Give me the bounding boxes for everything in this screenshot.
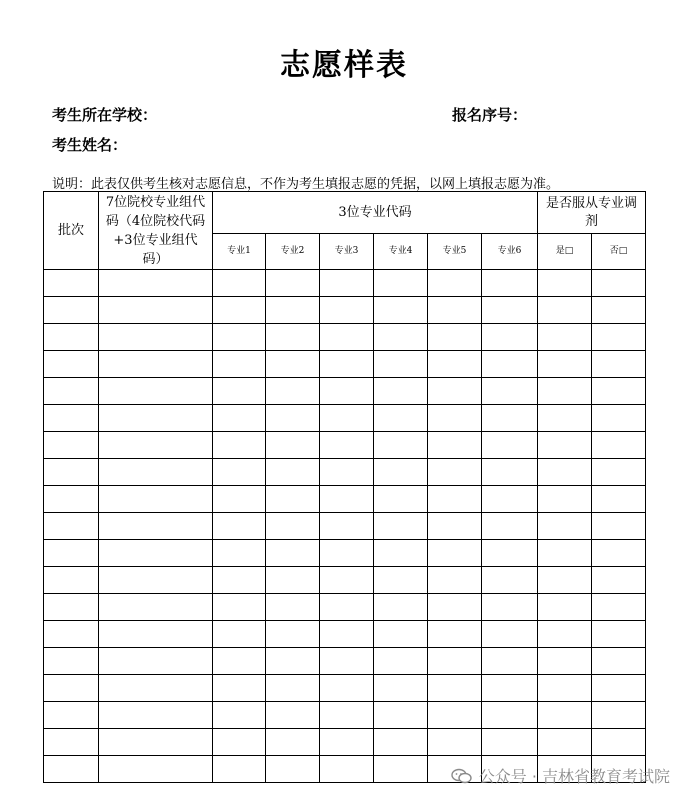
subheader-yes: 是□ bbox=[538, 234, 592, 270]
table-cell[interactable] bbox=[592, 729, 646, 756]
table-cell[interactable] bbox=[320, 405, 374, 432]
table-cell[interactable] bbox=[44, 567, 99, 594]
table-cell[interactable] bbox=[428, 675, 482, 702]
table-cell[interactable] bbox=[320, 297, 374, 324]
table-cell[interactable] bbox=[266, 297, 320, 324]
table-cell[interactable] bbox=[428, 540, 482, 567]
table-cell[interactable] bbox=[266, 675, 320, 702]
table-cell[interactable] bbox=[482, 729, 538, 756]
table-cell[interactable] bbox=[320, 621, 374, 648]
table-cell[interactable] bbox=[428, 270, 482, 297]
table-cell[interactable] bbox=[374, 270, 428, 297]
table-cell[interactable] bbox=[592, 405, 646, 432]
table-cell[interactable] bbox=[428, 594, 482, 621]
table-cell[interactable] bbox=[213, 567, 266, 594]
table-cell[interactable] bbox=[320, 594, 374, 621]
table-cell[interactable] bbox=[213, 324, 266, 351]
table-cell[interactable] bbox=[320, 756, 374, 783]
table-cell[interactable] bbox=[374, 540, 428, 567]
instructions-note: 说明：此表仅供考生核对志愿信息，不作为考生填报志愿的凭据，以网上填报志愿为准。 bbox=[52, 177, 560, 192]
table-cell[interactable] bbox=[538, 729, 592, 756]
table-cell[interactable] bbox=[44, 459, 99, 486]
table-row bbox=[44, 378, 646, 405]
subheader-major-4: 专业4 bbox=[374, 234, 428, 270]
table-cell[interactable] bbox=[44, 729, 99, 756]
table-cell[interactable] bbox=[320, 459, 374, 486]
table-cell[interactable] bbox=[538, 594, 592, 621]
table-cell[interactable] bbox=[482, 621, 538, 648]
subheader-major-2: 专业2 bbox=[266, 234, 320, 270]
table-cell[interactable] bbox=[44, 324, 99, 351]
table-cell[interactable] bbox=[592, 675, 646, 702]
table-cell[interactable] bbox=[374, 378, 428, 405]
table-cell[interactable] bbox=[213, 729, 266, 756]
table-cell[interactable] bbox=[44, 486, 99, 513]
table-cell[interactable] bbox=[592, 297, 646, 324]
table-cell[interactable] bbox=[428, 324, 482, 351]
table-cell[interactable] bbox=[592, 324, 646, 351]
table-cell[interactable] bbox=[592, 351, 646, 378]
table-cell[interactable] bbox=[320, 270, 374, 297]
table-cell[interactable] bbox=[374, 459, 428, 486]
table-cell[interactable] bbox=[374, 351, 428, 378]
table-cell[interactable] bbox=[266, 405, 320, 432]
table-cell[interactable] bbox=[538, 432, 592, 459]
table-cell[interactable] bbox=[99, 540, 213, 567]
table-cell[interactable] bbox=[320, 486, 374, 513]
table-cell[interactable] bbox=[374, 729, 428, 756]
table-row bbox=[44, 459, 646, 486]
table-cell[interactable] bbox=[320, 702, 374, 729]
table-cell[interactable] bbox=[44, 378, 99, 405]
table-cell[interactable] bbox=[538, 702, 592, 729]
table-cell[interactable] bbox=[99, 432, 213, 459]
table-cell[interactable] bbox=[44, 594, 99, 621]
table-cell[interactable] bbox=[44, 351, 99, 378]
table-cell[interactable] bbox=[428, 567, 482, 594]
table-cell[interactable] bbox=[538, 648, 592, 675]
table-cell[interactable] bbox=[428, 702, 482, 729]
table-cell[interactable] bbox=[428, 648, 482, 675]
table-cell[interactable] bbox=[428, 297, 482, 324]
table-cell[interactable] bbox=[592, 594, 646, 621]
table-cell[interactable] bbox=[592, 621, 646, 648]
application-form-table bbox=[43, 191, 646, 783]
table-cell[interactable] bbox=[428, 432, 482, 459]
table-cell[interactable] bbox=[428, 351, 482, 378]
table-row bbox=[44, 621, 646, 648]
table-cell[interactable] bbox=[374, 648, 428, 675]
table-cell[interactable] bbox=[592, 567, 646, 594]
table-cell[interactable] bbox=[320, 351, 374, 378]
table-cell[interactable] bbox=[320, 378, 374, 405]
table-cell[interactable] bbox=[428, 378, 482, 405]
table-cell[interactable] bbox=[44, 513, 99, 540]
table-cell[interactable] bbox=[320, 648, 374, 675]
wechat-icon bbox=[451, 768, 473, 784]
table-cell[interactable] bbox=[482, 675, 538, 702]
table-cell[interactable] bbox=[213, 405, 266, 432]
table-cell[interactable] bbox=[99, 297, 213, 324]
table-cell[interactable] bbox=[592, 513, 646, 540]
table-cell[interactable] bbox=[592, 648, 646, 675]
table-cell[interactable] bbox=[592, 432, 646, 459]
table-cell[interactable] bbox=[266, 729, 320, 756]
table-cell[interactable] bbox=[213, 486, 266, 513]
table-cell[interactable] bbox=[374, 513, 428, 540]
table-cell[interactable] bbox=[99, 270, 213, 297]
table-cell[interactable] bbox=[213, 756, 266, 783]
table-cell[interactable] bbox=[482, 432, 538, 459]
table-cell[interactable] bbox=[44, 621, 99, 648]
table-cell[interactable] bbox=[374, 756, 428, 783]
table-cell[interactable] bbox=[213, 297, 266, 324]
table-cell[interactable] bbox=[99, 405, 213, 432]
table-cell[interactable] bbox=[538, 297, 592, 324]
table-cell[interactable] bbox=[213, 540, 266, 567]
table-cell[interactable] bbox=[538, 378, 592, 405]
table-cell[interactable] bbox=[482, 513, 538, 540]
watermark bbox=[451, 764, 670, 787]
school-label: 考生所在学校： bbox=[52, 106, 158, 124]
table-cell[interactable] bbox=[266, 702, 320, 729]
table-row bbox=[44, 729, 646, 756]
table-cell[interactable] bbox=[482, 351, 538, 378]
table-cell[interactable] bbox=[266, 648, 320, 675]
table-row bbox=[44, 702, 646, 729]
table-cell[interactable] bbox=[99, 729, 213, 756]
table-cell[interactable] bbox=[266, 486, 320, 513]
table-cell[interactable] bbox=[482, 567, 538, 594]
table-cell[interactable] bbox=[44, 270, 99, 297]
table-row bbox=[44, 513, 646, 540]
student-name-label: 考生姓名： bbox=[52, 136, 128, 154]
table-cell[interactable] bbox=[213, 594, 266, 621]
table-cell[interactable] bbox=[374, 675, 428, 702]
table-cell[interactable] bbox=[213, 378, 266, 405]
table-cell[interactable] bbox=[44, 405, 99, 432]
header-batch: 批次 bbox=[44, 192, 99, 270]
table-cell[interactable] bbox=[266, 756, 320, 783]
table-row bbox=[44, 540, 646, 567]
table-cell[interactable] bbox=[213, 432, 266, 459]
table-cell[interactable] bbox=[44, 702, 99, 729]
table-cell[interactable] bbox=[213, 351, 266, 378]
header-major-code: 3位专业代码 bbox=[213, 192, 538, 234]
table-cell[interactable] bbox=[266, 270, 320, 297]
table-cell[interactable] bbox=[320, 675, 374, 702]
table-cell[interactable] bbox=[213, 621, 266, 648]
table-cell[interactable] bbox=[320, 540, 374, 567]
table-cell[interactable] bbox=[374, 297, 428, 324]
table-cell[interactable] bbox=[99, 675, 213, 702]
table-cell[interactable] bbox=[99, 513, 213, 540]
table-cell[interactable] bbox=[213, 702, 266, 729]
header-group-code: 7位院校专业组代码（4位院校代码+3位专业组代码） bbox=[99, 192, 213, 270]
table-row bbox=[44, 405, 646, 432]
table-cell[interactable] bbox=[99, 702, 213, 729]
table-cell[interactable] bbox=[428, 459, 482, 486]
table-cell[interactable] bbox=[482, 540, 538, 567]
table-cell[interactable] bbox=[320, 567, 374, 594]
table-cell[interactable] bbox=[538, 621, 592, 648]
watermark-text: 公众号 · 吉林省教育考试院 bbox=[478, 767, 670, 786]
table-cell[interactable] bbox=[266, 351, 320, 378]
table-row bbox=[44, 567, 646, 594]
table-cell[interactable] bbox=[538, 567, 592, 594]
table-row bbox=[44, 675, 646, 702]
table-cell[interactable] bbox=[592, 540, 646, 567]
table-cell[interactable] bbox=[482, 648, 538, 675]
table-cell[interactable] bbox=[99, 567, 213, 594]
table-cell[interactable] bbox=[320, 729, 374, 756]
table-cell[interactable] bbox=[374, 432, 428, 459]
subheader-no: 否□ bbox=[592, 234, 646, 270]
table-cell[interactable] bbox=[538, 459, 592, 486]
table-row bbox=[44, 648, 646, 675]
table-cell[interactable] bbox=[482, 297, 538, 324]
table-cell[interactable] bbox=[320, 513, 374, 540]
table-cell[interactable] bbox=[482, 486, 538, 513]
table-cell[interactable] bbox=[482, 324, 538, 351]
table-cell[interactable] bbox=[99, 351, 213, 378]
table-cell[interactable] bbox=[482, 405, 538, 432]
subheader-major-1: 专业1 bbox=[213, 234, 266, 270]
table-cell[interactable] bbox=[482, 270, 538, 297]
table-cell[interactable] bbox=[374, 702, 428, 729]
table-cell[interactable] bbox=[482, 594, 538, 621]
table-cell[interactable] bbox=[482, 459, 538, 486]
table-cell[interactable] bbox=[266, 432, 320, 459]
table-cell[interactable] bbox=[99, 756, 213, 783]
table-cell[interactable] bbox=[538, 270, 592, 297]
table-cell[interactable] bbox=[538, 513, 592, 540]
subheader-major-6: 专业6 bbox=[482, 234, 538, 270]
table-cell[interactable] bbox=[482, 378, 538, 405]
table-row bbox=[44, 297, 646, 324]
table-cell[interactable] bbox=[213, 513, 266, 540]
table-cell[interactable] bbox=[374, 567, 428, 594]
table-cell[interactable] bbox=[374, 621, 428, 648]
table-cell[interactable] bbox=[428, 486, 482, 513]
table-cell[interactable] bbox=[374, 324, 428, 351]
table-row bbox=[44, 270, 646, 297]
table-cell[interactable] bbox=[592, 378, 646, 405]
table-cell[interactable] bbox=[99, 648, 213, 675]
table-cell[interactable] bbox=[538, 351, 592, 378]
table-cell[interactable] bbox=[44, 297, 99, 324]
table-cell[interactable] bbox=[99, 459, 213, 486]
table-cell[interactable] bbox=[320, 432, 374, 459]
table-cell[interactable] bbox=[266, 513, 320, 540]
table-cell[interactable] bbox=[374, 405, 428, 432]
table-cell[interactable] bbox=[538, 486, 592, 513]
table-cell[interactable] bbox=[44, 540, 99, 567]
page-title: 志愿样表 bbox=[280, 48, 408, 83]
registration-number-label: 报名序号： bbox=[452, 106, 528, 124]
table-cell[interactable] bbox=[266, 594, 320, 621]
table-cell[interactable] bbox=[538, 405, 592, 432]
table-cell[interactable] bbox=[538, 540, 592, 567]
table-cell[interactable] bbox=[538, 324, 592, 351]
table-cell[interactable] bbox=[44, 648, 99, 675]
table-cell[interactable] bbox=[266, 567, 320, 594]
table-cell[interactable] bbox=[213, 675, 266, 702]
table-cell[interactable] bbox=[428, 621, 482, 648]
table-cell[interactable] bbox=[44, 675, 99, 702]
table-cell[interactable] bbox=[99, 486, 213, 513]
table-cell[interactable] bbox=[592, 459, 646, 486]
table-cell[interactable] bbox=[428, 405, 482, 432]
table-cell[interactable] bbox=[99, 378, 213, 405]
table-row bbox=[44, 324, 646, 351]
table-cell[interactable] bbox=[99, 594, 213, 621]
table-cell[interactable] bbox=[44, 432, 99, 459]
table-cell[interactable] bbox=[44, 756, 99, 783]
table-cell[interactable] bbox=[428, 513, 482, 540]
table-cell[interactable] bbox=[482, 702, 538, 729]
table-cell[interactable] bbox=[592, 702, 646, 729]
table-cell[interactable] bbox=[374, 486, 428, 513]
table-cell[interactable] bbox=[266, 459, 320, 486]
table-cell[interactable] bbox=[99, 621, 213, 648]
table-cell[interactable] bbox=[213, 648, 266, 675]
subheader-major-5: 专业5 bbox=[428, 234, 482, 270]
subheader-major-3: 专业3 bbox=[320, 234, 374, 270]
table-cell[interactable] bbox=[213, 270, 266, 297]
table-cell[interactable] bbox=[592, 486, 646, 513]
table-cell[interactable] bbox=[266, 621, 320, 648]
table-cell[interactable] bbox=[213, 459, 266, 486]
table-row bbox=[44, 594, 646, 621]
table-cell[interactable] bbox=[428, 729, 482, 756]
table-cell[interactable] bbox=[266, 540, 320, 567]
table-row bbox=[44, 351, 646, 378]
table-cell[interactable] bbox=[538, 675, 592, 702]
table-cell[interactable] bbox=[266, 378, 320, 405]
table-cell[interactable] bbox=[374, 594, 428, 621]
table-cell[interactable] bbox=[592, 270, 646, 297]
header-adjustment: 是否服从专业调剂 bbox=[538, 192, 646, 234]
table-cell[interactable] bbox=[266, 324, 320, 351]
table-row bbox=[44, 432, 646, 459]
table-cell[interactable] bbox=[320, 324, 374, 351]
table-row bbox=[44, 486, 646, 513]
table-cell[interactable] bbox=[99, 324, 213, 351]
